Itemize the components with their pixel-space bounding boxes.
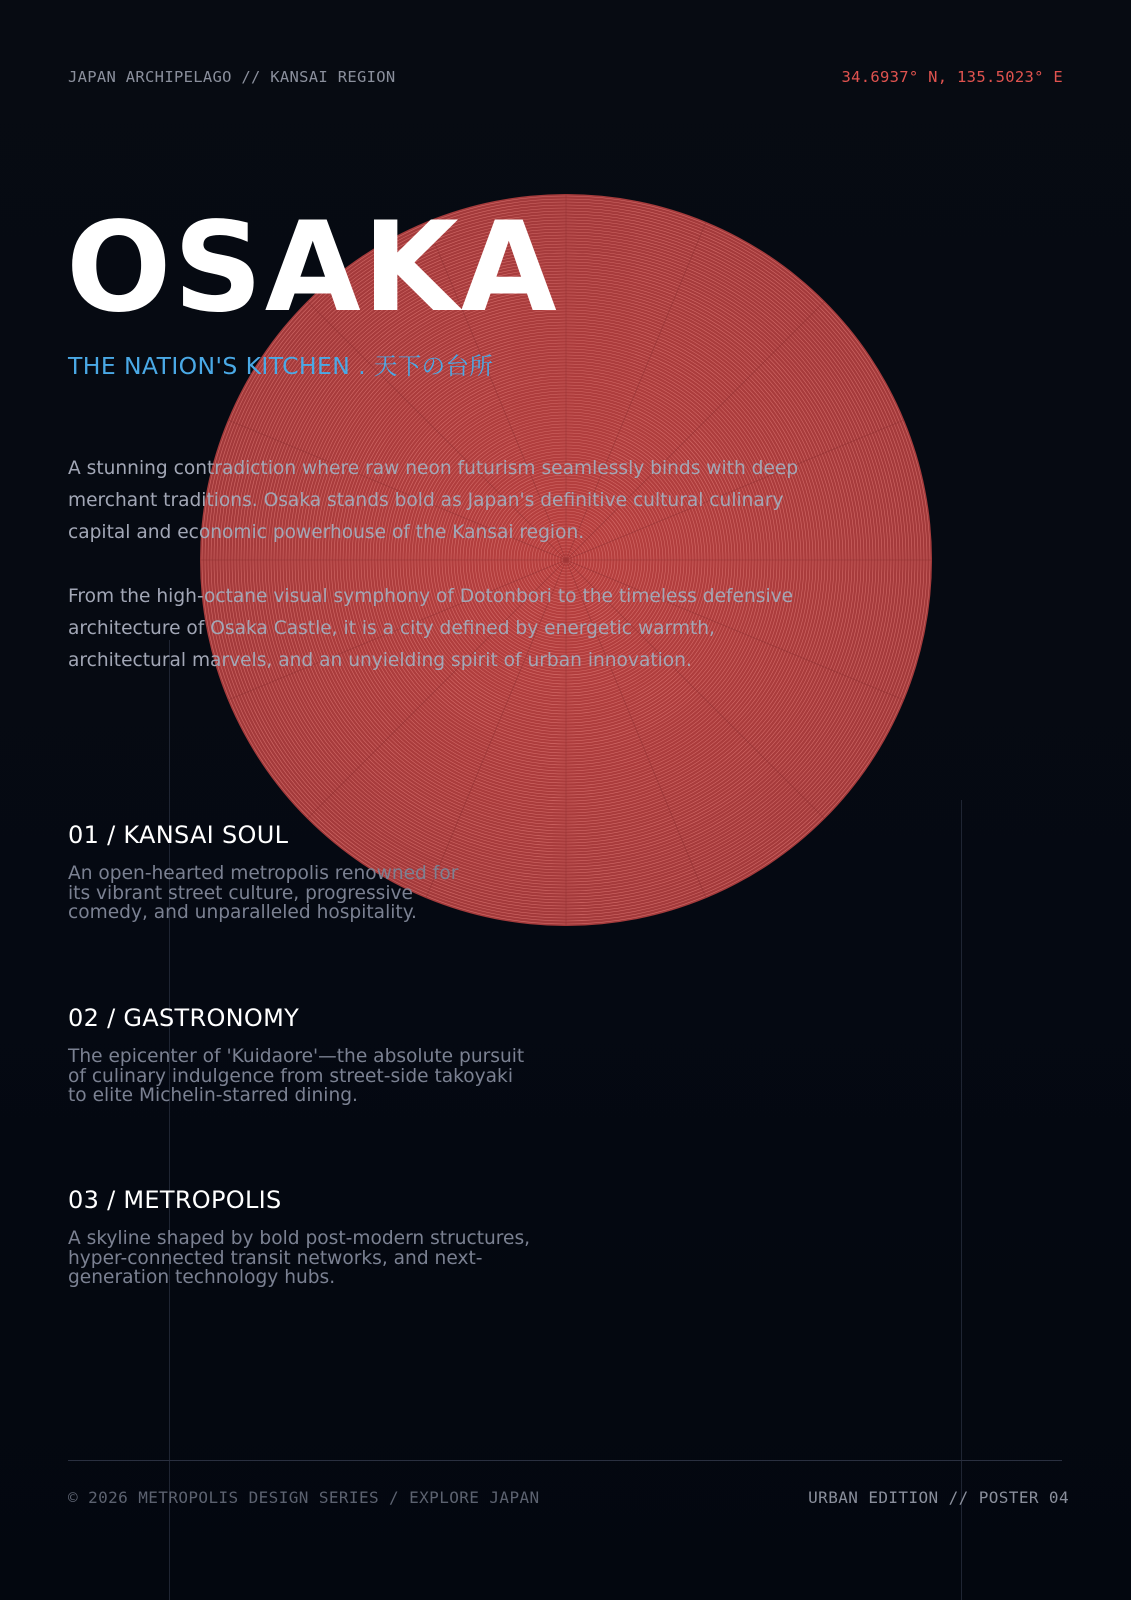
- guide-line-right: [961, 800, 962, 1600]
- footer-edition: URBAN EDITION // POSTER 04: [808, 1488, 1069, 1507]
- footer-copyright: © 2026 METROPOLIS DESIGN SERIES / EXPLORE JAPAN: [68, 1488, 540, 1507]
- intro-paragraph: A stunning contradiction where raw neon futurism seamlessly binds with deep merchant traditions. Osaka stands bold as Japan's definitive cultural culinary capital and economic powerhouse of the Kansai region.: [68, 458, 799, 543]
- coordinates-label: 34.6937° N, 135.5023° E: [841, 68, 1063, 86]
- feature-text: An open-hearted metropolis renowned for its vibrant street culture, progressive comedy, and unparalleled hospitality.: [68, 863, 459, 923]
- guide-line-left: [169, 640, 170, 1600]
- feature-metropolis: [68, 1185, 558, 1288]
- intro-paragraph: From the high-octane visual symphony of Dotonbori to the timeless defensive architecture of Osaka Castle, it is a city defined by energetic warmth, architectural marvels, and an unyielding spirit of urban innovation.: [68, 586, 794, 671]
- page-subtitle: THE NATION'S KITCHEN . 天下の台所: [68, 352, 494, 380]
- footer-divider: [68, 1460, 1062, 1461]
- page-title: OSAKA: [66, 196, 559, 340]
- feature-kansai-soul: [68, 820, 468, 923]
- feature-heading: 02 / GASTRONOMY: [68, 1004, 300, 1032]
- feature-heading: 03 / METROPOLIS: [68, 1186, 282, 1214]
- feature-heading: 01 / KANSAI SOUL: [68, 821, 289, 849]
- region-label: JAPAN ARCHIPELAGO // KANSAI REGION: [68, 68, 396, 86]
- intro-section: [68, 453, 828, 709]
- feature-text: A skyline shaped by bold post-modern structures, hyper-connected transit networks, and next-generation technology hubs.: [68, 1228, 531, 1288]
- feature-gastronomy: [68, 1003, 528, 1106]
- feature-text: The epicenter of 'Kuidaore'—the absolute pursuit of culinary indulgence from street-side takoyaki to elite Michelin-starred dining.: [68, 1046, 525, 1106]
